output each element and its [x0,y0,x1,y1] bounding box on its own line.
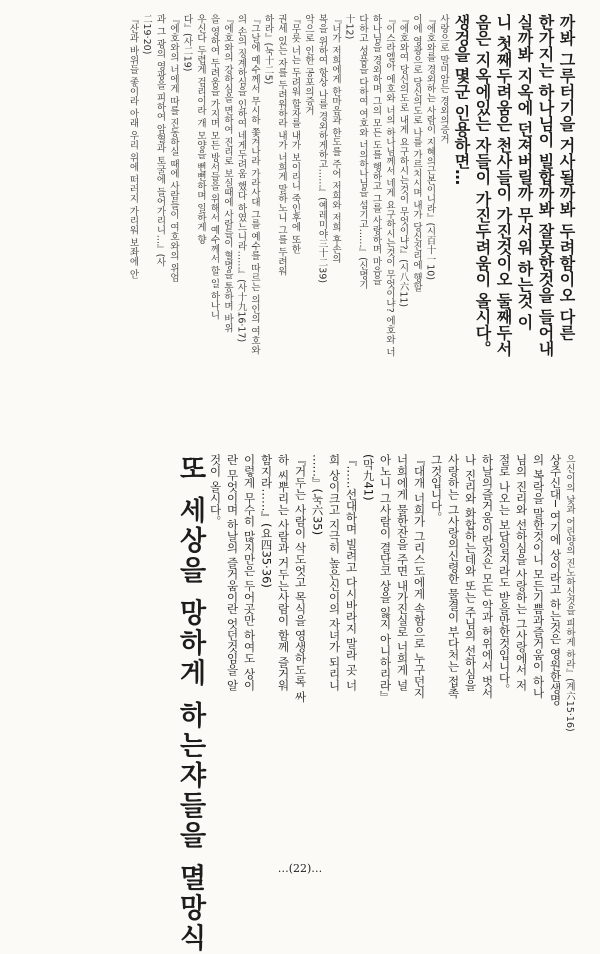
text-column: 十12) [343,14,355,40]
upper-text-block [28,14,574,430]
text-column: 과 그 광의 영광을 피하여 암혈과 토굴에 들어가리니…』(사 [154,14,166,267]
text-column: 실까봐 지옥에 던져버릴까 무서워 하는것 이 [515,14,534,330]
text-column: 『대개 너희가 그리스도에게 속함으로 누구던지 [412,454,427,699]
text-column: 『에호와여 당신의도로 내게 요구하시는것이 무엇이냐?』(시八六11) [397,14,409,308]
text-column: 복을 위하여 항상 나를 경외하게하고……』(예레미야三十二39) [316,14,328,284]
text-column: 의 손의 징계하심을 인하여 네게두려움 했다 하였느니라……』(사十九16·17) [235,14,247,343]
page-number: …(22)… [277,862,323,875]
text-column: 사랑으로 말미암는 경외의증거 [438,14,449,144]
text-column: 『이스라엘아 에호와 너의 하나님께서 네게 요구하시는것이 무엇이냐? 에호와 너 [384,14,395,357]
text-column: 함지라……』(요四35·36) [259,454,274,588]
text-column: 으신이의 낯과 어린양의 진노하신것을 피하게 하라』(계六15·16) [564,454,575,732]
text-column: 희 상이크고 지극히 높은신이의 자녀가 되리니 [327,454,342,691]
text-column: 하라』(눅十二5) [262,14,274,85]
text-column: 란 무엇이며 하날의 즐거움이란 엇던것임을 알 [225,454,240,691]
text-column: 『너가 저희에게 한마음과 한도를 주어 저희와 저희 후손의 [330,14,341,264]
text-column: 二19·20) [141,14,152,55]
text-column: 아노니 그사람이 결단코 상을 잃지 아니하리라』 [378,454,393,703]
text-column: 권세 있는 자를 두려워하라 내가 너희게 말하노니 그를 두려워 [276,14,287,276]
text-column: 우신다 두렵게 검리이라 개 모양을 뻔뻔하며 일하게 향 [195,14,206,245]
text-column: 하 씨뿌리는 사람과 거두는사람이 함께 즐거워 [276,454,291,691]
text-column: (막九41) [361,454,376,501]
text-column: 『산과 바위들 좋이라 아래 우리 위에 떠러지 가리워 보좌에 안 [127,14,139,279]
text-column: 이렇게 무수히 많지만은 두어곳만 하여도 상이 [242,454,257,691]
text-column: 다하고 성품을 다하여 여호와 너의하나님을 섬기고……』(신명기 [357,14,368,290]
text-column: 『에호와의 강하심을 면하여 진리로 보실때에 사람들이 혈명을 통하며 바위 [222,14,233,333]
text-column: 상주신대─ 여기에 상이라고 하는것은 영원한생명 [548,454,563,706]
text-column: 까봐 그루터기을 거사될까봐 두려함이오 다른 [557,14,576,341]
text-column: 또 세상을 망하게 하는쟈들을 멸망식 [174,454,206,954]
text-column: 니 첫째두려움은 천사들이 가진것이오 둘째두서 [494,14,513,357]
text-column: 그것입니다。 [429,454,444,523]
text-column: 다』(사二19) [181,14,193,72]
text-column: 나 진리와 화합하는데와 또는 주님의 선하심을 [463,454,478,691]
text-column: 하날의즐거움이란것은 모든 악과 허위에서 벗서 [480,454,495,699]
text-column: 절로 나오는 보답일지라도 받을만한것입니다。 [497,454,512,695]
text-column: 『에호와를 경외하는 사람이 지혜의근본이니라』(시百十一10) [424,14,436,281]
text-column: 님의 진리와 선하심을 사랑하는 그사랑에서 저 [514,454,529,691]
text-column: ……』(눅六35) [310,454,325,536]
text-column: 옴은 지옥에있는 자들이 가진두려움이 올시다。 [473,14,492,357]
text-column: 것이 올시다。 [208,454,223,527]
text-column: 을 영하여 두려움을 가지며 모든 방서들을 위해서 예수께서 할 일 하나니 [208,14,220,320]
text-column: 『그날에 예수께서 무시하 쫓겨나라 가라사대 그를 예수를 따르는 의인의 여호와 [249,14,260,355]
text-column: 악으로 인한 공포의증거 [303,14,314,116]
text-column: 너희에게 물한잔을 주면 내가진실로 너희게 널 [395,454,410,691]
text-column: 한가지는 하나님이 빌합까봐 잘못한것을 들어내 [536,14,555,357]
text-column: 사랑하는 그사랑의신령한 물결이 부다처는 접촉 [446,454,461,699]
text-column: 『거두는 사람이 삭도엇고 목식을 영생하도록 싸 [293,454,308,703]
text-column: 『……선대하며 빌려고 다시바라지 말라 곳 너 [344,454,359,691]
text-column: 『무릇 너는 두려워 할자를 내가 보이리니 죽인후에 또한 [289,14,301,254]
text-column: 생겅을 몇군 인용하면… [452,14,471,186]
text-column: 의 복락을 말한것이니 모든기쁨과즐거움이 하나 [531,454,546,699]
text-column: 이에 영광으로 당신의도로 나를 가르치시며 내가 당신진리에 행할 [411,14,422,292]
text-column: 하나님을 경외하며 그의 모든 도를 행하고 그를 사랑하며 마음을 [370,14,382,286]
text-column: 『에호와의 너에게 따를 진동하실 때에 사람들이 여호와의 위엄 [168,14,179,283]
